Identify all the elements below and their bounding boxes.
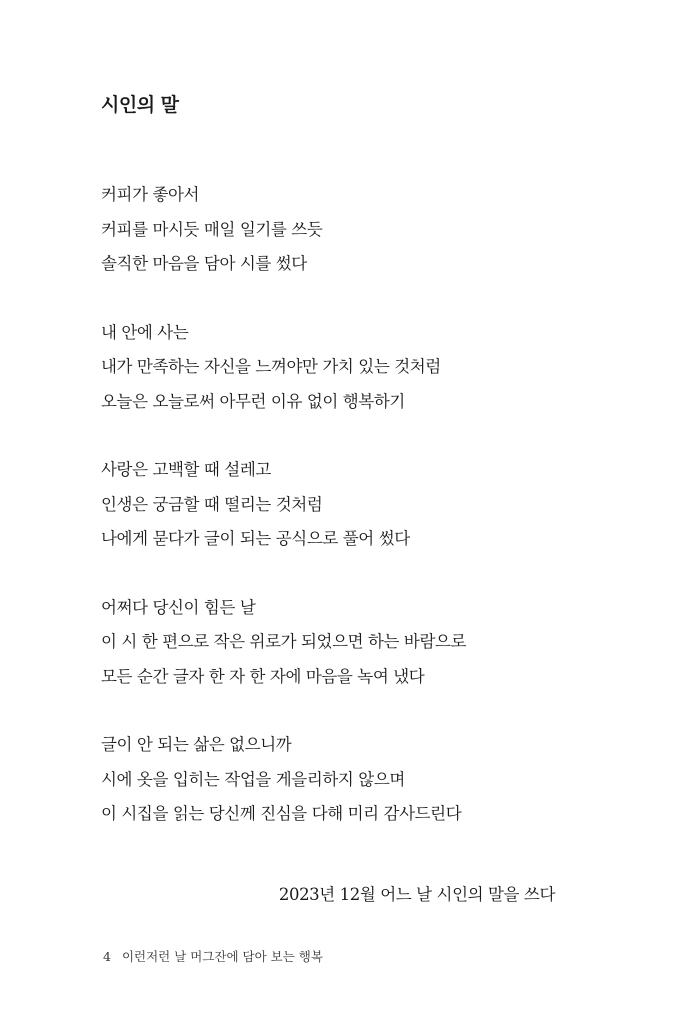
page-number: 4 bbox=[103, 949, 111, 964]
poem-line: 어쩌다 당신이 힘든 날 bbox=[101, 597, 256, 617]
poem-line: 내 안에 사는 bbox=[101, 322, 189, 342]
poem-line: 커피를 마시듯 매일 일기를 쓰듯 bbox=[101, 219, 323, 239]
poem-line: 시에 옷을 입히는 작업을 게을리하지 않으며 bbox=[101, 769, 405, 789]
poem-line: 이 시집을 읽는 당신께 진심을 다해 미리 감사드린다 bbox=[101, 804, 462, 823]
poem-line: 글이 안 되는 삶은 없으니까 bbox=[101, 735, 292, 754]
poem-line: 이 시 한 편으로 작은 위로가 되었으면 하는 바람으로 bbox=[101, 632, 467, 651]
signature-date-line: 2023년 12월 어느 날 시인의 말을 쓰다 bbox=[278, 885, 555, 904]
poem-line: 내가 만족하는 자신을 느껴야만 가치 있는 것처럼 bbox=[101, 357, 441, 376]
stanza bbox=[101, 453, 641, 557]
stanza bbox=[101, 591, 641, 695]
poem-line: 사랑은 고백할 때 설레고 bbox=[101, 460, 271, 479]
book-title: 이런저런 날 머그잔에 담아 보는 행복 bbox=[121, 949, 323, 964]
stanza bbox=[101, 178, 641, 282]
poem-line: 커피가 좋아서 bbox=[101, 185, 200, 204]
poem-line: 오늘은 오늘로써 아무런 이유 없이 행복하기 bbox=[101, 391, 405, 411]
page-footer bbox=[103, 948, 323, 966]
poem-line: 인생은 궁금할 때 떨리는 것처럼 bbox=[101, 494, 323, 514]
poem-line: 모든 순간 글자 한 자 한 자에 마음을 녹여 냈다 bbox=[101, 666, 425, 686]
poem-body bbox=[101, 178, 641, 866]
stanza bbox=[101, 316, 641, 420]
stanza bbox=[101, 728, 641, 832]
poem-line: 솔직한 마음을 담아 시를 썼다 bbox=[101, 254, 307, 273]
poem-line: 나에게 묻다가 글이 되는 공식으로 풀어 썼다 bbox=[101, 529, 410, 548]
page-title: 시인의 말 bbox=[101, 94, 179, 116]
